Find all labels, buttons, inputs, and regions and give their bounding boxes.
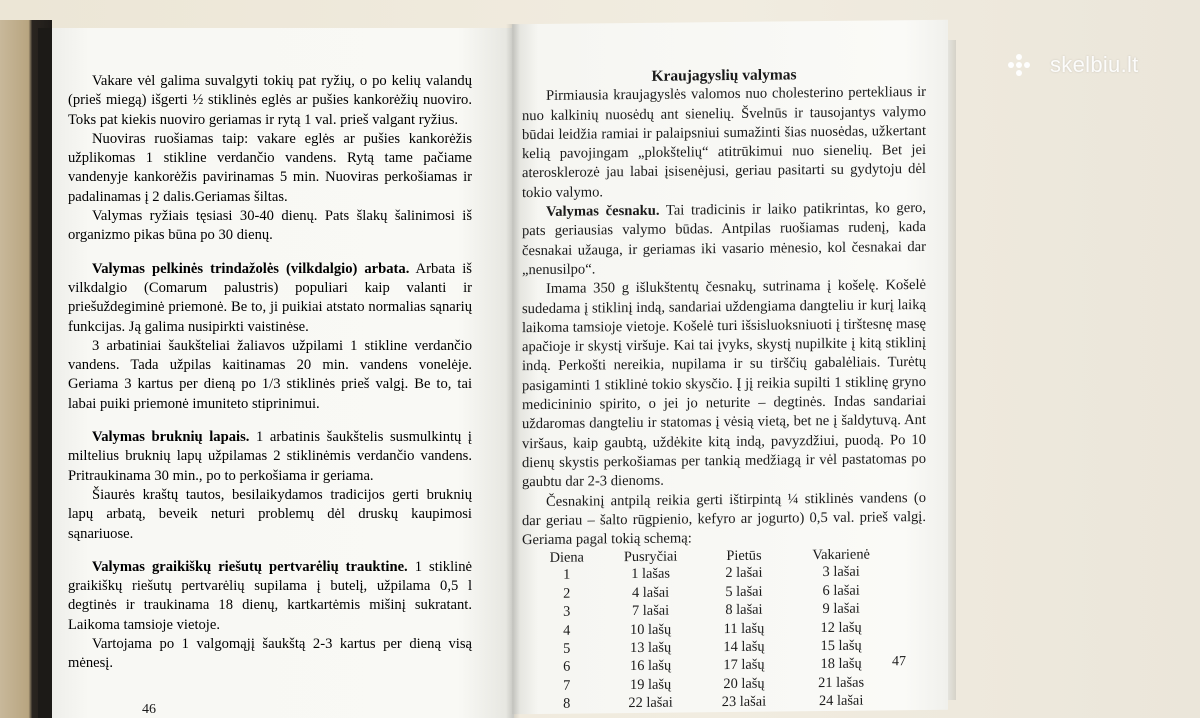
table-cell: 22 lašai xyxy=(628,694,673,712)
paragraph-gap xyxy=(68,544,472,558)
table-row xyxy=(534,692,896,714)
table-cell: 24 lašai xyxy=(818,692,864,710)
paragraph-text: Vakare vėl galima suvalgyti tokių pat ryžių, o po kelių valandų (prieš miegą) išgerti ½ stiklinės eglės ar pušies kankorėžių nuoviro. Toks pat kiekis nuoviro geriamas ir rytą 1 val. prieš valgant ryžius. xyxy=(68,73,472,128)
paragraph xyxy=(522,276,926,492)
paragraph xyxy=(522,488,926,550)
right-paragraphs xyxy=(522,83,926,550)
paragraph-text: Valymas ryžiais tęsiasi 30-40 dienų. Pats šlakų šalinimosi iš organizmo pikas būna po 30 dienų. xyxy=(68,208,472,244)
watermark-logo-icon xyxy=(1008,54,1042,76)
paragraph-gap xyxy=(68,246,472,260)
paragraph-text: 3 arbatiniai šaukšteliai žaliavos užpilami 1 stikline verdančio vandens. Tada užpilas kaitinamas 20 min. vandens vonelėje. Geriama 3 kartus per dieną po 1/3 stiklinės prieš valgį. Be to, tai labai puiki priemonė imuniteto stiprinimui. xyxy=(68,337,472,412)
paragraph-text: Arbata iš vilkdalgio (Comarum palustris) populiari kaip valanti ir priešuždegiminė priemonė. Be to, ji puikiai atstato normalias sąnarių funkcijas. Ją galima nusipirkti vaistinėse. xyxy=(68,260,472,335)
right-page xyxy=(512,20,948,715)
table-cell: 21 lašas xyxy=(818,674,865,691)
table-cell: 2 xyxy=(563,585,571,602)
left-page-number: 46 xyxy=(142,702,156,717)
table-cell: 15 lašų xyxy=(820,637,862,655)
table-cell: 7 xyxy=(563,677,571,694)
table-cell: 17 lašų xyxy=(723,657,765,674)
table-cell: 8 lašai xyxy=(725,601,763,619)
table-cell: 4 lašai xyxy=(632,584,670,601)
paragraph-text: Šiaurės kraštų tautos, besilaikydamos tradicijos gerti bruknių lapų arbatą, beveik neturi problemų dėl druskų kaupimosi sąnariuose. xyxy=(68,486,472,542)
table-cell: 6 xyxy=(563,659,571,676)
left-page-text xyxy=(68,72,472,674)
table-cell: 16 lašų xyxy=(630,658,672,675)
watermark xyxy=(1008,52,1139,78)
table-body xyxy=(534,563,896,714)
paragraph-text: Tai tradicinis ir laiko patikrintas, ko gero, pats geriausias valymo būdas. Antpilas ruošiamas rudenį, kada česnakai užauga, ir geriamas iki vasario mėnesio, kol česnakai dar „nenusilpo“. xyxy=(522,200,926,279)
table-header-cell: Pusryčiai xyxy=(623,548,678,566)
dosage-schedule-table xyxy=(534,547,896,714)
paragraph xyxy=(522,83,926,203)
method-heading: Valymas česnaku. xyxy=(546,202,660,221)
table-cell: 23 lašai xyxy=(721,693,767,711)
table-cell: 8 xyxy=(563,695,571,713)
paragraph xyxy=(68,207,472,246)
table-header-cell: Diena xyxy=(549,549,584,567)
table-cell: 7 lašai xyxy=(632,602,670,620)
method-heading: Valymas graikiškų riešutų pertvarėlių trauktine. xyxy=(92,558,408,575)
table-cell: 1 xyxy=(563,567,571,584)
table-header-cell: Vakarienė xyxy=(812,546,870,564)
paragraph xyxy=(68,337,472,414)
paragraph xyxy=(68,130,472,207)
paragraph-text: Pirmiausia kraujagyslės valomos nuo cholesterino pertekliaus ir nuo kalkinių nuosėdų ant sienelių. Švelnūs ir tausojantys valymo būdai leidžia ramiai ir palaipsniui sumažinti šias nuosėdas, užkertant kelią pavojingam „plokštelių“ atitrūkimui nuo sienelių. Bet jei aterosklerozė jau labai įsisenėjusi, geriau pasitarti su gydytoju dėl tokio valymo. xyxy=(522,84,926,201)
right-page-text xyxy=(522,64,926,714)
table-header-cell: Pietūs xyxy=(726,548,762,565)
table-cell: 4 xyxy=(563,622,571,639)
paragraph xyxy=(68,260,472,337)
table-cell: 9 lašai xyxy=(822,600,860,618)
table-cell: 5 lašai xyxy=(725,583,763,600)
table-cell: 19 lašų xyxy=(630,676,672,693)
paragraph xyxy=(68,486,472,544)
table-cell: 3 lašai xyxy=(822,564,860,581)
paragraph xyxy=(68,635,472,674)
table-cell: 6 lašai xyxy=(822,582,860,599)
paragraph xyxy=(68,558,472,635)
table-cell: 5 xyxy=(563,640,571,657)
table-cell: 10 lašų xyxy=(630,621,672,638)
paragraph xyxy=(68,428,472,486)
method-heading: Valymas bruknių lapais. xyxy=(92,429,250,446)
table-cell: 3 xyxy=(563,603,571,620)
watermark-text: skelbiu.lt xyxy=(1050,52,1139,77)
paragraph-text: Vartojama po 1 valgomąjį šaukštą 2-3 kartus per dieną visą mėnesį. xyxy=(68,636,472,672)
paragraph-text: Imama 350 g išlukštentų česnakų, sutrinama į košelę. Košelė sudedama į stiklinį indą, sandariai uždengiama dangteliu ir kurį laiką laikoma tamsioje vietoje. Košelė turi išsisluoksniuoti į tirštesnę masę apačioje ir skystį viršuje. Kai tai įvyks, skystį nupilkite į kitą stiklinį indą. Perkošti nereikia, nupilama ir su tirščių gabalėliais. Turėtų pasigaminti 1 stiklinė tokio skysčio. Į jį reikia supilti 1 stiklinę gryno medicininio spirito, o jei jo neturite – degtinės. Indas sandariai uždaromas dangteliu ir statomas į vėsią vietą, bet ne į šaldytuvą. Ant viršaus, kaip gaubtą, uždėkite kitą indą, pavyzdžiui, puodą. Po 10 dienų skystis perkošiamas per tankią medžiagą ir vėl pastatomas po gaubtu dar 2-3 dienoms. xyxy=(522,277,926,491)
paragraph-text: 1 arbatinis šaukštelis susmulkintų į miltelius bruknių lapų užpilamas 2 stiklinėmis verdančio vandens. Pritraukinama 30 min., po to perkošiama ir geriama. xyxy=(68,429,472,484)
method-heading: Valymas pelkinės trindažolės (vilkdalgio) arbata. xyxy=(92,260,410,277)
paragraph xyxy=(68,72,472,130)
table-cell: 13 lašų xyxy=(630,639,672,657)
table-cell: 18 lašų xyxy=(820,656,862,673)
table-cell: 12 lašų xyxy=(820,619,862,636)
table-cell: 20 lašų xyxy=(723,675,765,692)
table-cell: 14 lašų xyxy=(723,638,765,656)
table-cell: 11 lašų xyxy=(723,620,765,637)
table-cell: 2 lašai xyxy=(725,565,763,582)
paragraph-text: Česnakinį antpilą reikia gerti ištirpintą ¼ stiklinės vandens (o dar geriau – šalto rūgpienio, kefyro ar jogurto) 0,5 val. prieš valgį. Geriama pagal tokią schemą: xyxy=(522,489,926,549)
paragraph-text: 1 stiklinė graikiškų riešutų pertvarėlių supilama į butelį, užpilama 0,5 l degtinės ir traukinama 18 dienų, kartkartėmis mišinį sukratant. Laikoma tamsioje vietoje. xyxy=(68,558,472,633)
paragraph-text: Nuoviras ruošiamas taip: vakare eglės ar pušies kankorėžis užplikomas 1 stikline verdančio vandens. Rytą tame pačiame vandenyje kankorėžis pavirinamas 5 min. Nuoviras perkošiamas ir padalinamas į 2 dalis.Geriamas šiltas. xyxy=(68,130,472,205)
table-cell: 1 lašas xyxy=(631,566,670,583)
right-page-number: 47 xyxy=(892,654,906,670)
paragraph xyxy=(522,199,926,280)
paragraph-gap xyxy=(68,414,472,428)
section-title: Kraujagyslių valymas xyxy=(651,66,797,85)
book-gutter xyxy=(506,24,520,718)
